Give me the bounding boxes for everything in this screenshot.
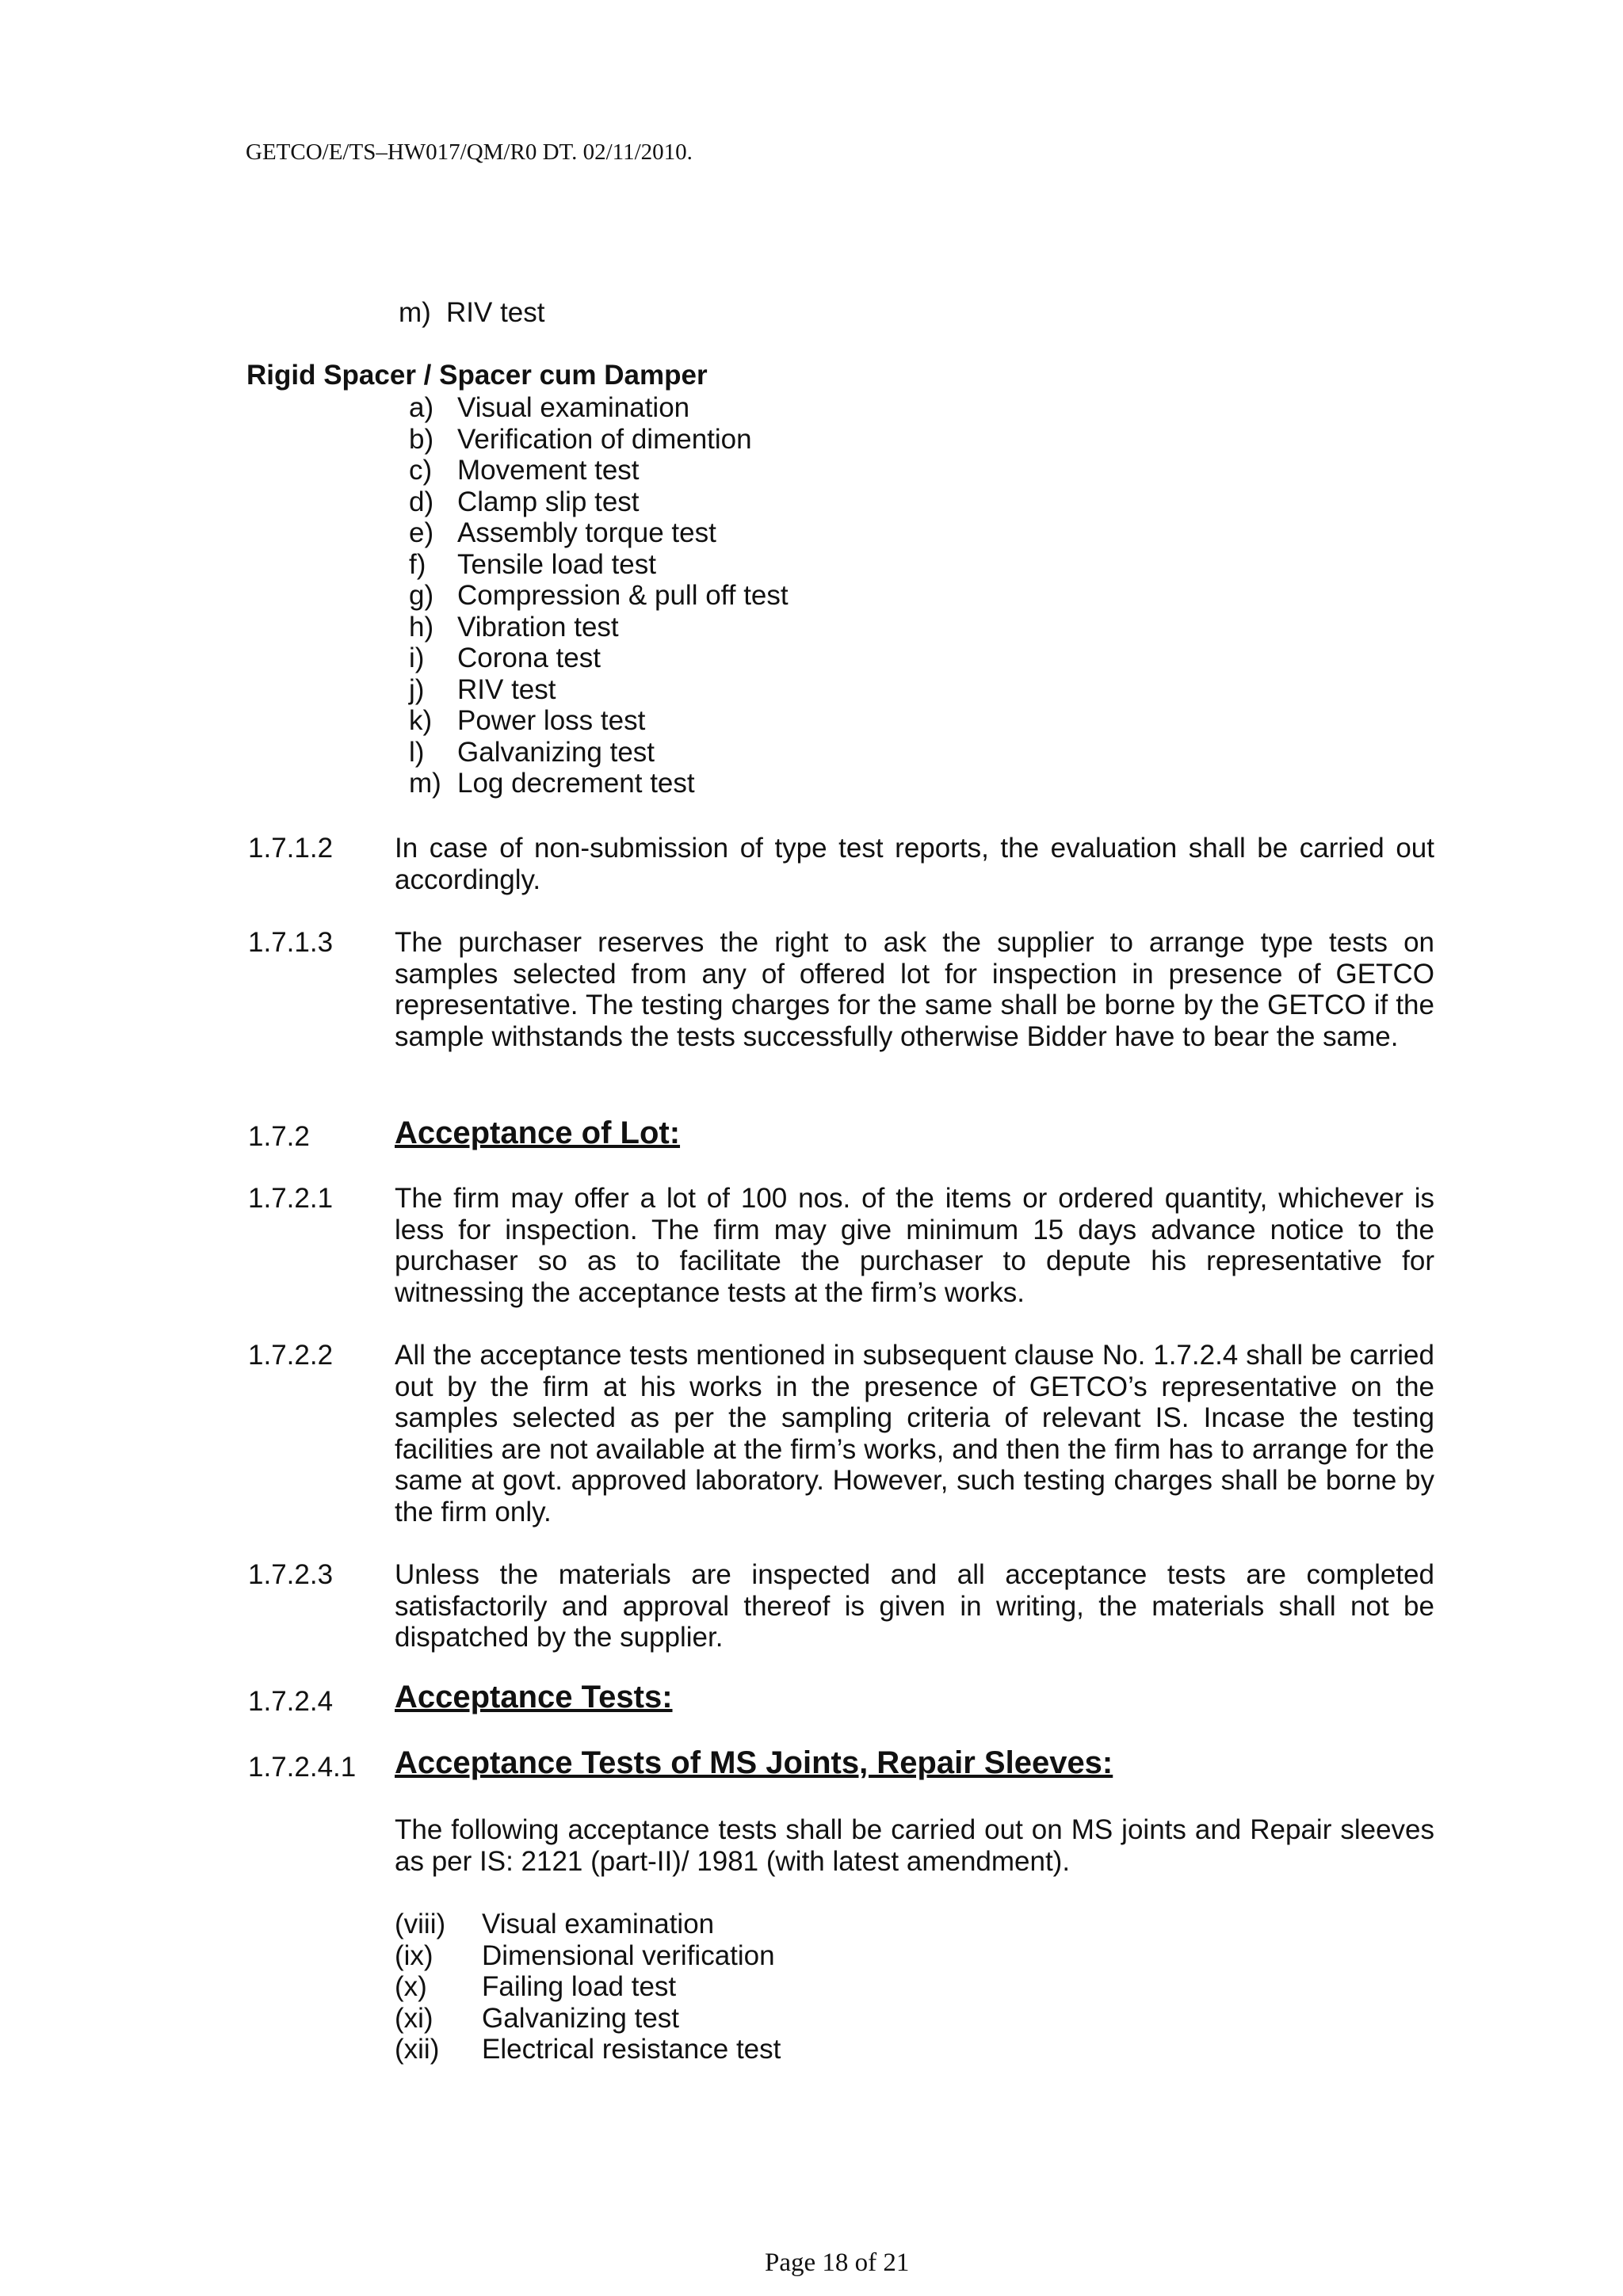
list-marker: (xii) <box>395 2034 440 2065</box>
list-text: Verification of dimention <box>457 423 752 455</box>
clause-number: 1.7.2.4 <box>248 1686 334 1717</box>
page-number-footer: Page 18 of 21 <box>765 2248 910 2277</box>
section-heading-ms-joints: Acceptance Tests of MS Joints, Repair Sleeves: <box>395 1745 1113 1780</box>
clause-text: Unless the materials are inspected and all acceptance tests are completed satisfactorily and approval thereof is given in writing, the materials shall not be dispatched by the supplier. <box>395 1559 1434 1653</box>
document-reference-header: GETCO/E/TS–HW017/QM/R0 DT. 02/11/2010. <box>246 139 693 165</box>
list-text: RIV test <box>457 673 556 705</box>
list-marker: m) <box>409 768 441 799</box>
list-marker: g) <box>409 580 434 611</box>
list-text: Log decrement test <box>457 768 695 799</box>
list-text: RIV test <box>446 297 545 328</box>
clause-number: 1.7.2 <box>248 1121 310 1152</box>
list-text: Power loss test <box>457 705 646 736</box>
list-text: Corona test <box>457 643 601 673</box>
list-marker: k) <box>409 705 433 736</box>
list-marker: (xi) <box>395 2002 433 2034</box>
list-text: Movement test <box>457 455 640 486</box>
clause-text: All the acceptance tests mentioned in subsequent clause No. 1.7.2.4 shall be carried out by the firm at his works in the presence of GETCO’s representative on the samples selected as per the sampling criteria of relevant IS. Incase the testing facilities are not available at the firm’s works, and then the firm has to arrange for the same at govt. approved laboratory. However, such testing charges shall be borne by the firm only. <box>395 1340 1434 1527</box>
list-text: Compression & pull off test <box>457 580 789 611</box>
list-text: Vibration test <box>457 611 619 643</box>
list-text: Visual examination <box>457 392 690 423</box>
clause-number: 1.7.1.3 <box>248 927 334 958</box>
list-marker: (ix) <box>395 1939 433 1971</box>
list-marker: f) <box>409 548 426 580</box>
section-heading-acceptance-of-lot: Acceptance of Lot: <box>395 1116 681 1150</box>
list-text: Assembly torque test <box>457 517 716 548</box>
list-text: Dimensional verification <box>482 1939 775 1971</box>
list-marker: (viii) <box>395 1909 446 1939</box>
list-marker: b) <box>409 423 434 455</box>
clause-number: 1.7.2.1 <box>248 1183 334 1214</box>
list-text: Clamp slip test <box>457 486 640 517</box>
list-marker: i) <box>409 643 425 673</box>
list-marker: e) <box>409 517 434 548</box>
clause-text: In case of non-submission of type test reports, the evaluation shall be carried out accordingly. <box>395 833 1434 895</box>
clause-text: The firm may offer a lot of 100 nos. of the items or ordered quantity, whichever is less for inspection. The firm may give minimum 15 days advance notice to the purchaser so as to facilitate the purchaser to depute his representative for witnessing the acceptance tests at the firm’s works. <box>395 1183 1434 1308</box>
list-marker: l) <box>409 736 425 768</box>
list-marker: m) <box>399 297 431 328</box>
clause-text: The following acceptance tests shall be carried out on MS joints and Repair sleeves as per IS: 2121 (part-II)/ 1981 (with latest amendment). <box>395 1814 1434 1877</box>
clause-number: 1.7.2.3 <box>248 1559 334 1590</box>
list-text: Galvanizing test <box>457 736 655 768</box>
list-text: Galvanizing test <box>482 2002 680 2034</box>
list-marker: j) <box>409 673 425 705</box>
section-heading-acceptance-tests: Acceptance Tests: <box>395 1680 673 1714</box>
list-marker: h) <box>409 611 434 643</box>
clause-number: 1.7.1.2 <box>248 833 334 864</box>
list-marker: c) <box>409 455 433 486</box>
list-marker: (x) <box>395 1971 427 2002</box>
list-text: Tensile load test <box>457 548 656 580</box>
list-text: Failing load test <box>482 1971 677 2002</box>
clause-number: 1.7.2.4.1 <box>248 1752 357 1783</box>
list-marker: d) <box>409 486 434 517</box>
section-title-rigid-spacer: Rigid Spacer / Spacer cum Damper <box>246 360 708 391</box>
list-text: Electrical resistance test <box>482 2034 781 2065</box>
list-text: Visual examination <box>482 1909 715 1939</box>
list-marker: a) <box>409 392 434 423</box>
clause-text: The purchaser reserves the right to ask the supplier to arrange type tests on samples selected from any of offered lot for inspection in presence of GETCO representative. The testing charges for the same shall be borne by the GETCO if the sample withstands the tests successfully otherwise Bidder have to bear the same. <box>395 927 1434 1052</box>
clause-number: 1.7.2.2 <box>248 1340 334 1371</box>
